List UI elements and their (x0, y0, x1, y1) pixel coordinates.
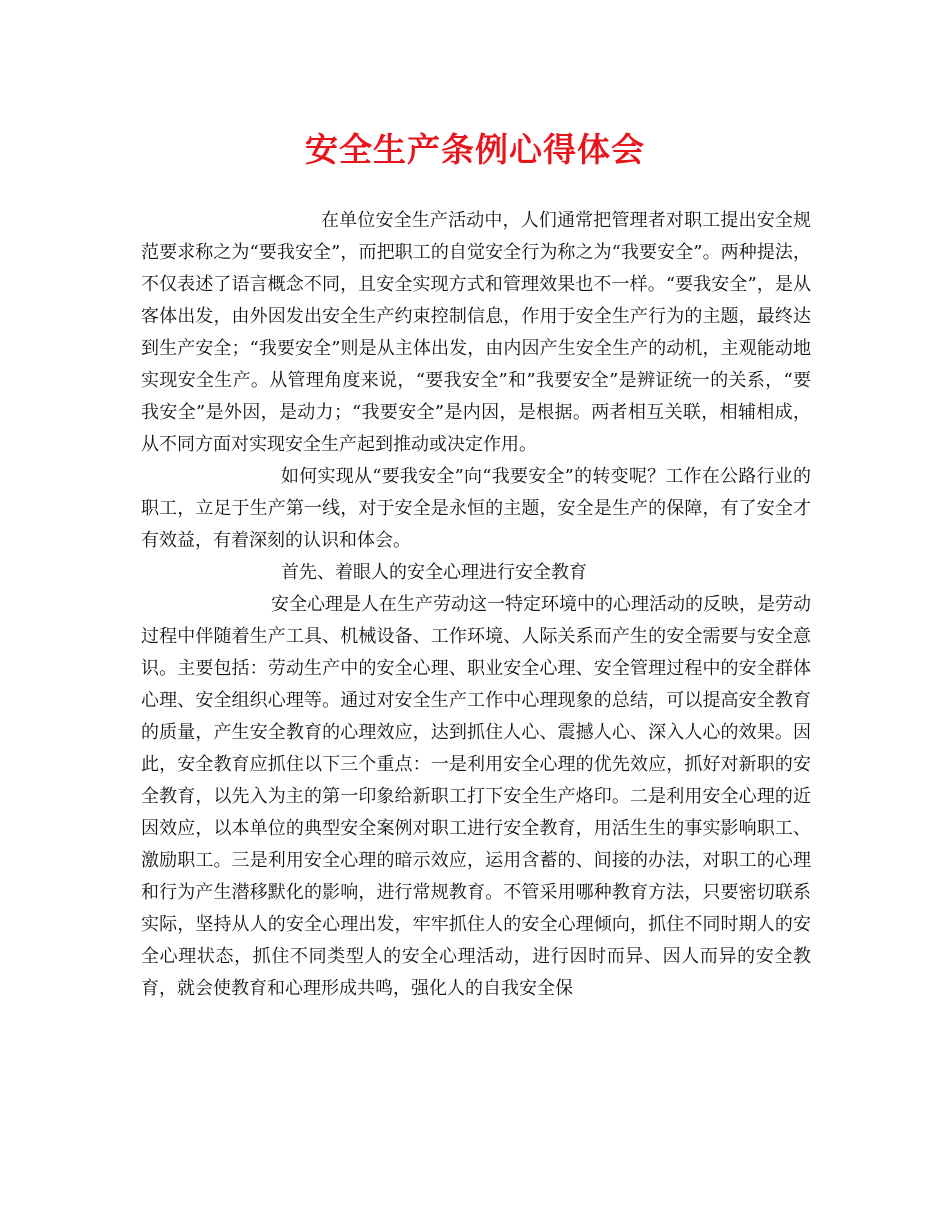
document-body (141, 205, 811, 1005)
paragraph-safety-psychology: 安全心理是人在生产劳动这一特定环境中的心理活动的反映，是劳动过程中伴随着生产工具、机械设备、工作环境、人际关系而产生的安全需要与安全意识。主要包括：劳动生产中的安全心理、职业安全心理、安全管理过程中的安全群体心理、安全组织心理等。通过对安全生产工作中心理现象的总结，可以提高安全教育的质量，产生安全教育的心理效应，达到抓住人心、震撼人心、深入人心的效果。因此，安全教育应抓住以下三个重点：一是利用安全心理的优先效应，抓好对新职的安全教育，以先入为主的第一印象给新职工打下安全生产烙印。二是利用安全心理的近因效应，以本单位的典型安全案例对职工进行安全教育，用活生生的事实影响职工、激励职工。三是利用安全心理的暗示效应，运用含蓄的、间接的办法，对职工的心理和行为产生潜移默化的影响，进行常规教育。不管采用哪种教育方法，只要密切联系实际，坚持从人的安全心理出发，牢牢抓住人的安全心理倾向，抓住不同时期人的安全心理状态，抓住不同类型人的安全心理活动，进行因时而异、因人而异的安全教育，就会使教育和心理形成共鸣，强化人的自我安全保 (141, 594, 811, 999)
paragraph-intro: 在单位安全生产活动中，人们通常把管理者对职工提出安全规范要求称之为“要我安全”，而把职工的自觉安全行为称之为“我要安全”。两种提法，不仅表述了语言概念不同，且安全实现方式和管理效果也不一样。“要我安全”，是从客体出发，由外因发出安全生产约束控制信息，作用于安全生产行为的主题，最终达到生产安全；“我要安全”则是从主体出发，由内因产生安全生产的动机，主观能动地实现安全生产。从管理角度来说，“要我安全”和”我要安全”是辨证统一的关系，“要我安全”是外因，是动力；“我要安全”是内因，是根据。两者相互关联，相辅相成，从不同方面对实现安全生产起到推动或决定作用。 (141, 210, 811, 455)
document-title: 安全生产条例心得体会 (305, 130, 645, 169)
section-heading: 首先、着眼人的安全心理进行安全教育 (281, 562, 587, 583)
paragraph-transition: 如何实现从“要我安全”向“我要安全”的转变呢？工作在公路行业的职工，立足于生产第一线，对于安全是永恒的主题，安全是生产的保障，有了安全才有效益，有着深刻的认识和体会。 (141, 466, 811, 551)
